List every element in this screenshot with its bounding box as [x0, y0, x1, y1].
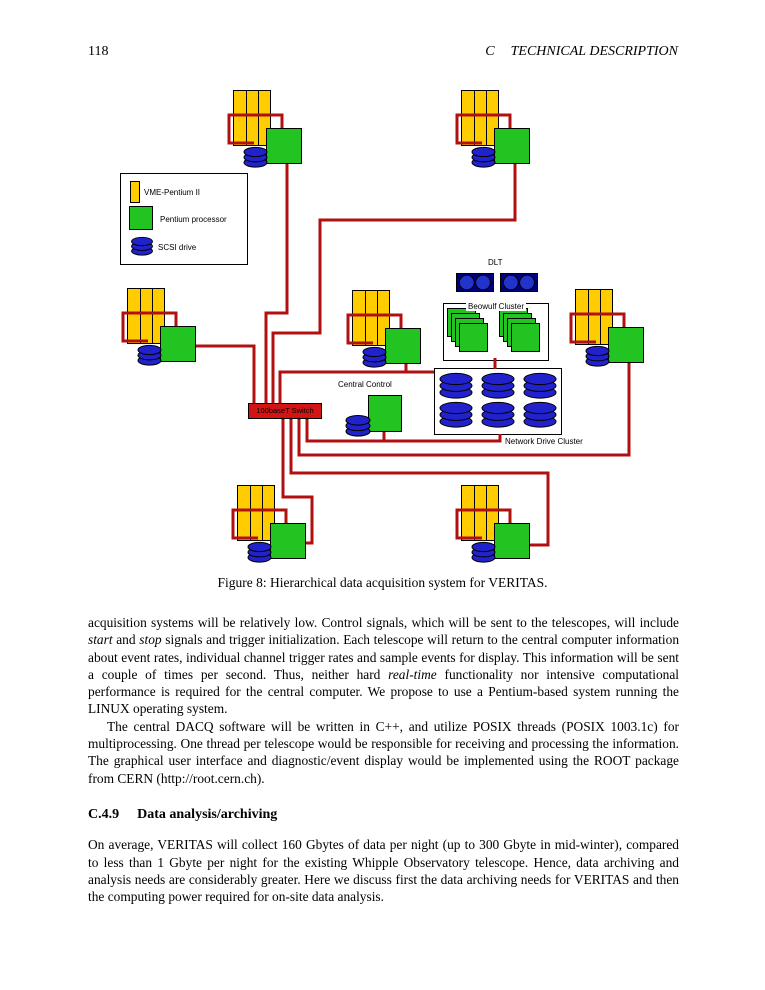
beowulf-cluster-label-row — [443, 296, 549, 314]
cluster-node-square — [511, 323, 540, 352]
running-header-title — [485, 44, 678, 60]
paragraph: acquisition systems will be relatively low. Control signals, which will be sent to the telescopes, will include start and stop signals and trigger initialization. Each telescope will return to the central computer information about event rates, individual channel trigger rates and sample events for display. This information will be sent a couple of times per second. Thus, neither hard real-time functionality nor intensive computational performance is required for the central computer. We propose to use a Pentium-based system running the LINUX operating system. — [88, 615, 680, 717]
scsi-drive-icon — [584, 345, 611, 367]
section-title: TECHNICAL DESCRIPTION — [510, 44, 678, 59]
paragraph: On average, VERITAS will collect 160 Gbytes of data per night (up to 300 Gbyte in mid-winter), compared to less than 1 Gbyte per night for the existing Whipple Observatory telescope. Hence, data archiving and analysis needs are considerably greater. Here we discuss first the data archiving needs for VERITAS and then the computing power required for on-site data analysis. — [88, 837, 679, 905]
network-drive-icon — [522, 372, 558, 399]
legend-label-scsi: SCSI drive — [158, 243, 197, 252]
pentium-processor — [494, 128, 530, 164]
telescope-node — [229, 90, 305, 172]
central-control-label: Central Control — [338, 380, 392, 389]
body-text — [88, 614, 679, 905]
legend-label-pentium: Pentium processor — [160, 215, 227, 224]
network-drive-icon — [480, 372, 516, 399]
scsi-drive-icon — [344, 414, 372, 437]
telescope-node — [571, 289, 647, 371]
network-drive-icon — [480, 401, 516, 428]
telescope-node — [348, 290, 424, 372]
scsi-drive-icon — [136, 344, 163, 366]
paragraph: The central DACQ software will be written in C++, and utilize POSIX threads (POSIX 1003.1c) for multiprocessing. One thread per telescope would be responsible for receiving and processing the information. The graphical user interface and diagnostic/event display would be implemented using the ROOT package from CERN (http://root.cern.ch). — [88, 718, 679, 786]
network-drive-icon — [438, 372, 474, 399]
scsi-drive-icon — [361, 346, 388, 368]
vme-crate-swatch — [130, 181, 140, 203]
scsi-drive-icon — [470, 146, 497, 168]
section-heading — [88, 806, 679, 823]
running-header — [88, 44, 678, 62]
telescope-node — [457, 485, 533, 567]
pentium-processor — [160, 326, 196, 362]
pentium-processor — [494, 523, 530, 559]
scsi-drive-icon — [242, 146, 269, 168]
figure-caption: Figure 8: Hierarchical data acquisition system for VERITAS. — [217, 575, 548, 590]
network-drive-cluster-label: Network Drive Cluster — [505, 437, 583, 446]
pentium-swatch — [129, 206, 153, 230]
scsi-drive-icon — [470, 541, 497, 563]
pentium-processor — [270, 523, 306, 559]
central-control-processor — [368, 395, 402, 432]
telescope-node — [233, 485, 309, 567]
network-drive-icon — [522, 401, 558, 428]
beowulf-cluster-label: Beowulf Cluster — [467, 302, 525, 311]
network-switch: 100baseT Switch — [248, 403, 322, 419]
scsi-drive-icon — [130, 236, 154, 256]
pentium-processor — [385, 328, 421, 364]
section-letter: C — [485, 44, 495, 59]
scsi-drive-icon — [246, 541, 273, 563]
page-number: 118 — [88, 44, 109, 59]
section-heading-number: C.4.9 — [88, 806, 120, 822]
legend-label-vme: VME-Pentium II — [144, 188, 201, 197]
pentium-processor — [608, 327, 644, 363]
dlt-label: DLT — [488, 258, 503, 267]
telescope-node — [123, 288, 199, 370]
network-drive-icon — [438, 401, 474, 428]
pentium-processor — [266, 128, 302, 164]
cluster-node-square — [459, 323, 488, 352]
dlt-tape-drive-icon — [456, 273, 494, 292]
section-heading-title: Data analysis/archiving — [137, 806, 278, 822]
dlt-tape-drive-icon — [500, 273, 538, 292]
telescope-node — [457, 90, 533, 172]
